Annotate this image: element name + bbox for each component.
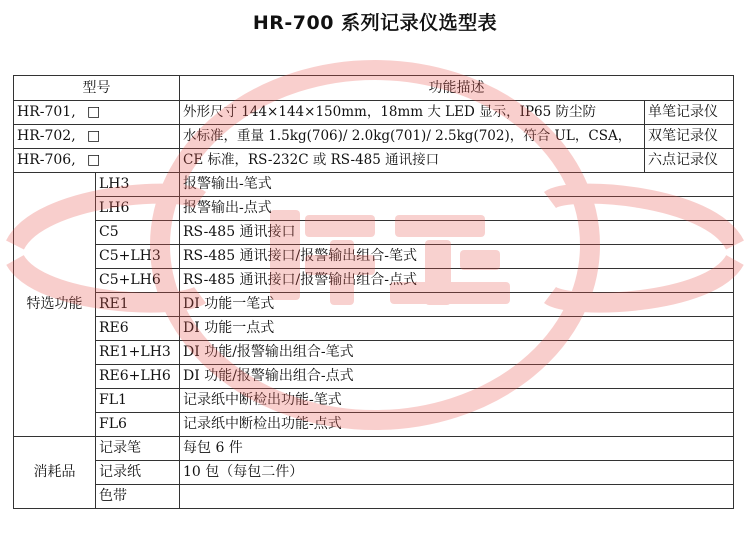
consumable-description: 每包 6 件 [180, 437, 734, 461]
option-code: RE1+LH3 [96, 341, 180, 365]
option-description: DI 功能/报警输出组合-点式 [180, 365, 734, 389]
header-model: 型号 [14, 76, 180, 101]
option-code: C5+LH3 [96, 245, 180, 269]
table-header-row [14, 76, 734, 101]
table-row [14, 389, 734, 413]
option-description: RS-485 通讯接口/报警输出组合-点式 [180, 269, 734, 293]
option-description: 记录纸中断检出功能-笔式 [180, 389, 734, 413]
consumable-name: 记录纸 [96, 461, 180, 485]
consumable-name: 色带 [96, 485, 180, 509]
option-code: C5+LH6 [96, 269, 180, 293]
table-row [14, 437, 734, 461]
option-description: RS-485 通讯接口 [180, 221, 734, 245]
table-row [14, 365, 734, 389]
table-row [14, 197, 734, 221]
consumable-description [180, 485, 734, 509]
table-row [14, 173, 734, 197]
option-description: 记录纸中断检出功能-点式 [180, 413, 734, 437]
model-cell [14, 101, 180, 125]
model-code: HR-706, [17, 152, 76, 168]
table-row [14, 125, 734, 149]
option-code: RE6 [96, 317, 180, 341]
table-row [14, 413, 734, 437]
option-code: RE1 [96, 293, 180, 317]
option-description: RS-485 通讯接口/报警输出组合-笔式 [180, 245, 734, 269]
checkbox-glyph: □ [87, 128, 101, 144]
option-code: RE6+LH6 [96, 365, 180, 389]
checkbox-glyph: □ [87, 104, 101, 120]
model-type: 六点记录仪 [645, 149, 734, 173]
model-selection-table [13, 75, 734, 509]
option-code: FL1 [96, 389, 180, 413]
table-row [14, 221, 734, 245]
consumable-name: 记录笔 [96, 437, 180, 461]
model-cell [14, 125, 180, 149]
option-code: C5 [96, 221, 180, 245]
table-row [14, 149, 734, 173]
model-type: 双笔记录仪 [645, 125, 734, 149]
model-cell [14, 149, 180, 173]
page-title: HR-700 系列记录仪选型表 [252, 12, 498, 34]
model-type: 单笔记录仪 [645, 101, 734, 125]
option-code: FL6 [96, 413, 180, 437]
option-code: LH6 [96, 197, 180, 221]
consumable-description: 10 包（每包二件） [180, 461, 734, 485]
table-row [14, 101, 734, 125]
checkbox-glyph: □ [87, 152, 101, 168]
table-row [14, 269, 734, 293]
options-group-label: 特选功能 [14, 173, 96, 437]
option-description: 报警输出-点式 [180, 197, 734, 221]
table-row [14, 461, 734, 485]
option-code: LH3 [96, 173, 180, 197]
header-function: 功能描述 [180, 76, 734, 101]
model-code: HR-702, [17, 128, 76, 144]
model-description: CE 标准，RS-232C 或 RS-485 通讯接口 [180, 149, 645, 173]
option-description: DI 功能一点式 [180, 317, 734, 341]
option-description: 报警输出-笔式 [180, 173, 734, 197]
option-description: DI 功能/报警输出组合-笔式 [180, 341, 734, 365]
model-description: 水标准，重量 1.5kg(706)/ 2.0kg(701)/ 2.5kg(702)，符合 UL，CSA， [180, 125, 645, 149]
model-description: 外形尺寸 144×144×150mm，18mm 大 LED 显示，IP65 防尘防 [180, 101, 645, 125]
table-row [14, 485, 734, 509]
table-row [14, 293, 734, 317]
model-code: HR-701, [17, 104, 76, 120]
option-description: DI 功能一笔式 [180, 293, 734, 317]
table-row [14, 245, 734, 269]
table-row [14, 317, 734, 341]
table-row [14, 341, 734, 365]
consumables-group-label: 消耗品 [14, 437, 96, 509]
